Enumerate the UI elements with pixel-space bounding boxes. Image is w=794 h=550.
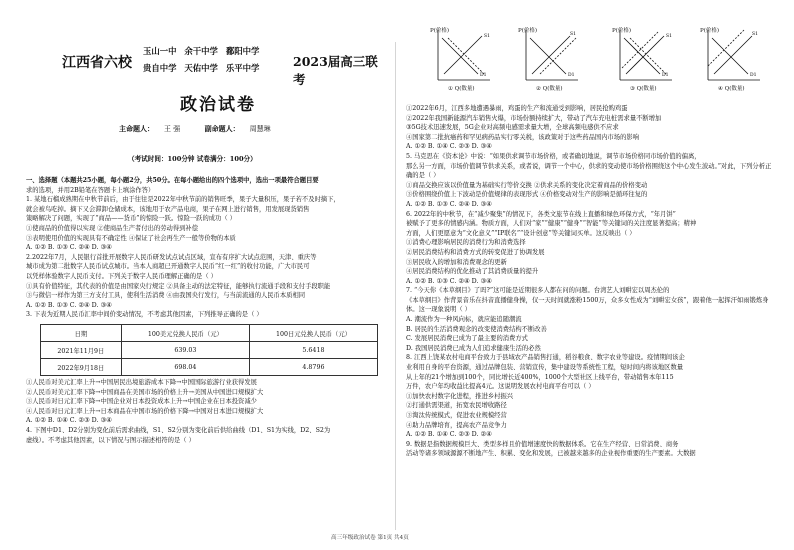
text-line: ①2022年6月，江西多地遭遇暴雨，鸡蛋的生产和流通受到影响，居民抢购鸡蛋 bbox=[406, 105, 628, 112]
graph-4 bbox=[698, 26, 764, 98]
text-line: ④国家第二批抗癌药和罕见病药品实行零关税，该政策对于这些药品国内市场的影响 bbox=[406, 133, 639, 141]
text-line: ①加快农村数字化进程，推进乡村振兴 bbox=[406, 392, 514, 400]
school-name: 余干中学 bbox=[184, 46, 218, 56]
svg-text:D1: D1 bbox=[662, 73, 669, 78]
quantity-label-text: Q(数量) bbox=[454, 86, 475, 92]
text-line: 2.2022年7月，人民银行首批开展数字人民币研发试点试点区域，宣布有序扩大试点范围，天津、重庆等 bbox=[26, 253, 317, 261]
text-line: A. ①② B. ①④ C. ②③ D. ③④ bbox=[406, 143, 492, 151]
exam-name: 2023届高三联考 bbox=[293, 54, 378, 87]
paper-title: 政治试卷 bbox=[180, 95, 256, 115]
school-row-1 bbox=[143, 43, 264, 60]
setter-info bbox=[119, 124, 281, 134]
text-line: C. 发展居民消费已成为了最主要的消费方式 bbox=[406, 335, 528, 343]
text-line: A. ①② B. ①④ C. ②③ D. ③④ bbox=[26, 417, 112, 425]
text-line: ③淘汰传统模式，促进农业规模经营 bbox=[406, 412, 507, 419]
table-header-cell: 100日元兑换人民币（元） bbox=[249, 325, 377, 342]
text-line: ③居民收入的增加和消费观念的更新 bbox=[406, 258, 507, 266]
text-line: A. ①② B. ①④ C. ②③ D. ②④ bbox=[406, 431, 492, 439]
price-axis-label: P(价格) bbox=[518, 28, 537, 34]
left-column bbox=[26, 176, 384, 320]
setter-label: 主命题人： bbox=[119, 124, 154, 133]
text-line: 被赋予了更多的情感内涵。物质方面，人们对“家”“健康”“健身”“智能”等关键词的关注度显著提高；精神 bbox=[406, 220, 697, 228]
quantity-axis-label bbox=[536, 84, 563, 92]
price-axis-label: P(价格) bbox=[430, 28, 449, 34]
left-column-continued bbox=[26, 378, 384, 445]
quantity-axis-label bbox=[718, 84, 745, 92]
text-line: A. ①② B. ①③ C. ②④ D. ③④ bbox=[406, 277, 492, 285]
table-cell: 2021年11月9日 bbox=[41, 342, 122, 359]
table-cell: 698.04 bbox=[121, 359, 249, 376]
table-cell: 4.8796 bbox=[249, 359, 377, 376]
school-name: 鄱阳中学 bbox=[225, 46, 260, 56]
supply-demand-diagram bbox=[610, 26, 676, 90]
text-line: ④人民币对日元汇率上升→日本商品在中国市场的价格下降→中国对日本进口规模扩大 bbox=[26, 407, 264, 415]
exchange-rate-table bbox=[40, 324, 378, 376]
svg-text:D1: D1 bbox=[568, 73, 575, 78]
text-line: 5. 马克思在《资本论》中说：“如果供求调节市场价格，或者确切地说，调节市场价格同市场价值的偏离， bbox=[406, 152, 701, 160]
text-line: ①具有价值特征，其代表的价值是由国家央行规定 ②具备主动的法定特征，能够执行流通手段和支付手段职能 bbox=[26, 282, 331, 290]
school-row-2 bbox=[143, 60, 264, 77]
reviewer-label: 副命题人： bbox=[204, 124, 240, 133]
text-line: ③表明使用价值的实现具有不确定性 ④保证了社会再生产一般等价物的本质 bbox=[26, 234, 236, 242]
text-line: 虚线）。不考虑其他因素，以下情况与图示描述相符的是（ ） bbox=[26, 436, 195, 444]
text-line: 以凭样体验数字人民币支付。下列关于数字人民币理解正确的是（ ） bbox=[26, 272, 217, 280]
column-divider bbox=[395, 42, 396, 530]
text-line: 城市成为第二批数字人民币试点城市。当本人商超已开通数字人民币“红一红”的收付功能，广大市民可 bbox=[26, 263, 310, 271]
text-line: A. 潮流作为一种风向标，就应能追随潮流 bbox=[406, 316, 522, 324]
text-line: 策略解决了问题，实现了“商品——货币”的惊险一跃。惊险一跃的成功（ ） bbox=[26, 215, 236, 223]
svg-text:S1: S1 bbox=[666, 34, 672, 39]
graph-3 bbox=[610, 26, 676, 98]
quantity-label-text: Q(数量) bbox=[542, 86, 563, 92]
text-line: D. 我国居民消费已成为人们追求健康生活的必然 bbox=[406, 344, 541, 352]
text-line: 就会被鸟吃掉。摘下又会滞卸仓储成本，该地用于农产品电商，果子在网上进行销售，用发展现货销售 bbox=[26, 205, 310, 213]
text-line: 9. 数据是指数据规模巨大、类型多样且价值增速度快的数据体系。它在生产经营、日常消费、商务 bbox=[406, 440, 679, 448]
text-line: ①人民币对美元汇率上升→中国居民出境旅游成本下降→中国国际旅游行业获得发展 bbox=[26, 379, 257, 386]
text-line: 《本草纲目》作背景音乐在抖音直播健身操，仅一天时间就涨粉1500万，众多女性成为“刘畊宏女孩”，跟着他一起挥汗如雨锻炼身体。这一现象说明（ ） bbox=[406, 296, 769, 314]
graph-2 bbox=[516, 26, 582, 98]
school-group: 江西省六校 bbox=[62, 55, 132, 71]
price-axis-label: P(价格) bbox=[612, 28, 631, 34]
school-name: 贵自中学 bbox=[143, 63, 177, 73]
svg-text:D1: D1 bbox=[750, 73, 757, 78]
text-line: A. ①② B. ①③ C. ②④ D. ③④ bbox=[26, 244, 112, 252]
supply-demand-diagram bbox=[516, 26, 582, 90]
text-line: A. ①② B. ①③ C. ②④ D. ③④ bbox=[26, 301, 112, 309]
text-line: ②居民消费结构和消费方式的转变促进了协调发展 bbox=[406, 248, 545, 256]
text-line: ③价格围绕价值上下波动是价值规律的表现形式 ④价格变动对生产的影响是循环往复的 bbox=[406, 191, 648, 199]
text-line: 万件，农户年均收益比提高4元。这说明发展农村电商平台可以（ ） bbox=[406, 383, 595, 391]
text-line: 8. 江西上饶某农村电商平台致力于县域农产品销售打通，稻谷粮食、数字农业等建设。疫情期间该企 bbox=[406, 354, 685, 362]
text-line: ①商品交换应该以价值量为基础实行等价交换 ②供求关系的变化决定着商品的价格变动 bbox=[406, 181, 648, 189]
text-line: 那么另一方面，市场价值调节供求关系，或者说，调节一个中心，供求的变动使市场价格围绕这个中心发生波动。”对此，下列分析正确的是（ ） bbox=[406, 162, 772, 180]
school-name: 乐平中学 bbox=[225, 63, 260, 73]
text-line: A. ①② B. ①③ C. ②④ D. ③④ bbox=[406, 200, 492, 208]
table-row bbox=[41, 359, 378, 376]
graph-number: ① bbox=[448, 86, 453, 92]
quantity-label-text: Q(数量) bbox=[636, 86, 657, 92]
text-line: 4. 下图中D1、D2分别为变化前后需求曲线，S1、S2分别为变化前后供给曲线（D1、S1为实线，D2、S2为 bbox=[26, 426, 331, 434]
quantity-axis-label bbox=[630, 84, 657, 92]
text-line: ③人民币对日元汇率下降→中国企业对日本投资成本上升→中国企业在日本投资减少 bbox=[26, 398, 257, 406]
graph-1 bbox=[428, 26, 494, 98]
text-line: ②2022年我国新能源汽车销售火爆，市场份额持续扩大，带动了汽车充电桩需求量不断增加 bbox=[406, 114, 662, 122]
exam-header bbox=[50, 38, 390, 87]
supply-demand-graphs bbox=[428, 26, 768, 96]
svg-text:S1: S1 bbox=[570, 32, 576, 37]
text-line: ③与微信一样作为第三方支付工具，使利生活消费 ④由我国央行发行，与当前流通的人民币本质相同 bbox=[26, 292, 306, 300]
text-line: ②人民币对美元汇率下降→中国商品在美国市场的价格上升→美国从中国进口规模扩大 bbox=[26, 388, 264, 396]
table-cell: 639.03 bbox=[121, 342, 249, 359]
supply-demand-diagram bbox=[698, 26, 764, 90]
table-header-cell: 100美元兑换人民币（元） bbox=[121, 325, 249, 342]
text-line: 1. 某地石榴成熟期在中秋节前后，由于往往是2022年中秋节前的销售旺季，果子大量积压，果子若不及时摘下， bbox=[26, 196, 340, 204]
text-line: B. 居民的生活消费观念的改变使消费结构不断改善 bbox=[406, 325, 547, 333]
text-line: ②打通供需渠道，拓宽农民增收路径 bbox=[406, 402, 507, 410]
text-line: 6. 2022年的中秋节，在“减少聚集”的情况下，各类文旅节在线上直播和绿色环保方式，“年月饼” bbox=[406, 210, 676, 218]
text-line: 业利用自身的平台资源，通过品牌包装、营销宣传，集中建设等系统性工程，短时间内将该地区数量 bbox=[406, 364, 684, 372]
text-line: ①使商品的价值得以实现 ②使商品生产者付出的劳动得到补偿 bbox=[26, 224, 199, 232]
text-line: 7. “今天你《本草纲目》了吗?”这可能是近期很多人都在问的问题。台湾艺人刘畊宏以周杰伦的 bbox=[406, 287, 670, 295]
text-line: ④居民消费结构的优化推动了其消费质量的提升 bbox=[406, 268, 539, 276]
table-header-row bbox=[41, 325, 378, 342]
setter-name: 王 强 bbox=[164, 125, 181, 133]
reviewer-name: 周慧琳 bbox=[249, 125, 271, 133]
school-name: 天佑中学 bbox=[184, 63, 218, 73]
text-line: 从上年的21个增加到100个，同比增长近400%，1000个大型社区上线平台，带动销售本年115 bbox=[406, 373, 674, 381]
text-line: ④助力品牌培育，提高农产品竞争力 bbox=[406, 421, 507, 429]
page-footer: 高三年级政治试卷 第1页 共4页 bbox=[331, 535, 409, 541]
text-line: 方面，人们更愿意为“文化意义”“IP联名”“设计创意”等关键词买单。这反映出（ ） bbox=[406, 229, 636, 237]
supply-demand-diagram bbox=[428, 26, 494, 90]
price-axis-label: P(价格) bbox=[700, 28, 719, 34]
text-line: 一、选择题（本题共25小题，每小题2分，共50分。在每小题给出的四个选项中，选出一项最符合题目要 bbox=[26, 177, 319, 184]
svg-text:D1: D1 bbox=[480, 73, 487, 78]
text-line: ③5G技术迅速发展，5G企业对高频电感需求量大增，全球高频电感供不应求 bbox=[406, 124, 619, 132]
svg-text:S1: S1 bbox=[484, 34, 490, 39]
quantity-axis-label bbox=[448, 84, 475, 92]
text-line: 3. 下表为近期人民币汇率中间价变动情况，不考虑其他因素，下列推导正确的是（ ） bbox=[26, 311, 263, 319]
svg-text:S1: S1 bbox=[752, 32, 758, 37]
graph-number: ③ bbox=[630, 86, 635, 92]
table-cell: 5.6418 bbox=[249, 342, 377, 359]
school-name: 玉山一中 bbox=[143, 46, 177, 56]
text-line: 活动等诸多领域源源不断地产生、积累、变化和发展，已被越来越多的企业视作重要的生产要素。大数据 bbox=[406, 450, 696, 458]
graph-number: ② bbox=[536, 86, 541, 92]
exam-info: （考试时间：100分钟 试卷满分：100分） bbox=[128, 155, 257, 163]
table-cell: 2022年9月18日 bbox=[41, 359, 122, 376]
quantity-label-text: Q(数量) bbox=[724, 86, 745, 92]
table-header-cell: 日期 bbox=[41, 325, 122, 342]
right-column bbox=[406, 104, 774, 459]
text-line: ①消费心理影响居民的消费行为和消费选择 bbox=[406, 239, 526, 247]
table-row bbox=[41, 342, 378, 359]
school-list bbox=[143, 43, 264, 77]
text-line: 求的选项，并用2B铅笔在答题卡上填涂作答） bbox=[26, 186, 155, 194]
graph-number: ④ bbox=[718, 86, 723, 92]
